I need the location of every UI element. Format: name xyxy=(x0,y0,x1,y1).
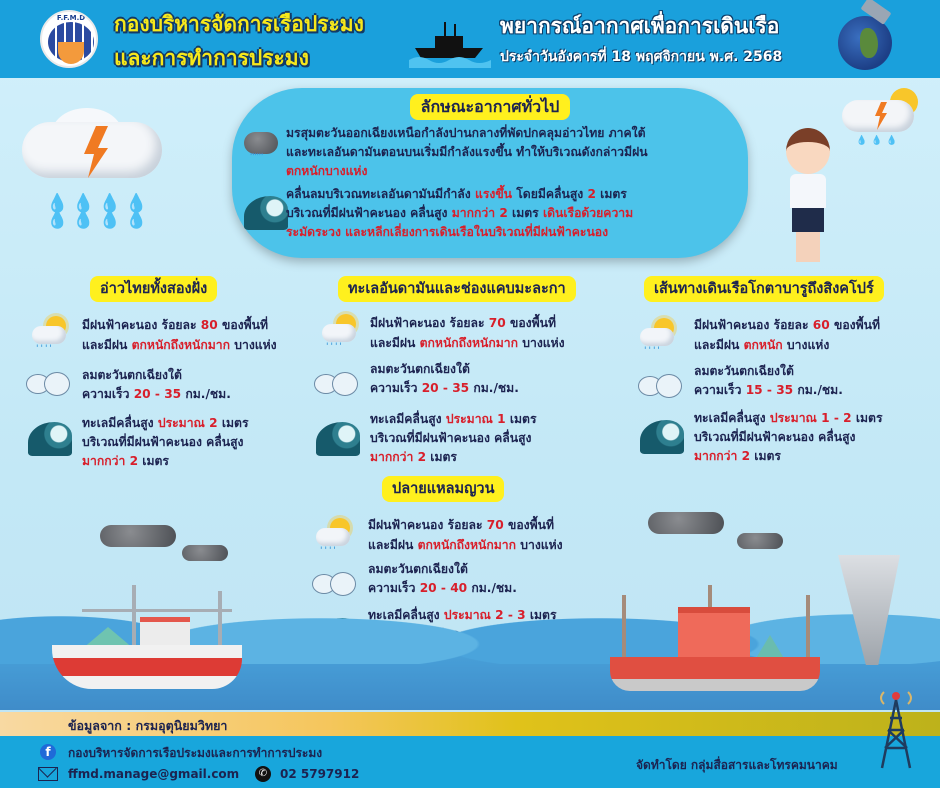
sun-rain-cloud-icon: '''' xyxy=(314,516,358,558)
rain-line1: มีฝนฟ้าคะนอง ร้อยละ 70 ของพื้นที่ xyxy=(370,316,557,330)
storm-cloud-small-icon: '''''' xyxy=(244,132,278,162)
wind-line2: ความเร็ว 20 - 35 กม./ชม. xyxy=(82,387,231,401)
rain-line2: และมีฝน ตกหนัก บางแห่ง xyxy=(694,338,830,352)
ffmd-logo xyxy=(40,10,98,68)
earth-globe-icon xyxy=(838,16,892,70)
wave-icon xyxy=(28,422,72,456)
thunderstorm-cloud-icon xyxy=(22,108,162,188)
fishing-boat-right xyxy=(610,595,820,705)
dark-storm-cloud-icon xyxy=(100,525,176,547)
logo-text: F.F.M.D xyxy=(56,14,86,22)
sun-rain-cloud-icon: '''' xyxy=(30,314,74,356)
wind-line1: ลมตะวันตกเฉียงใต้ xyxy=(370,362,470,376)
dark-storm-cloud-icon xyxy=(737,533,783,549)
header xyxy=(0,0,940,78)
email-icon xyxy=(38,767,58,781)
forecast-date: ประจำวันอังคารที่ 18 พฤศจิกายน พ.ศ. 2568 xyxy=(500,49,783,65)
facebook-page-link[interactable]: กองบริหารจัดการเรือประมงและการทำการประมง xyxy=(68,746,323,760)
region-title: ทะเลอันดามันและช่องแคบมะละกา xyxy=(338,276,576,302)
email-link[interactable]: ffmd.manage@gmail.com xyxy=(68,767,240,781)
wave-icon xyxy=(244,196,288,230)
data-source: ข้อมูลจาก : กรมอุตุนิยมวิทยา xyxy=(68,718,228,733)
general-monsoon-text: มรสุมตะวันออกเฉียงเหนือกำลังปานกลางที่พัดปกคลุมอ่าวไทย ภาคใต้ และทะเลอันดามันตอนบนเริ่มมีกำลังแรงขึ้น ทำให้บริเวณดังกล่าวมีฝน ตกหนักบางแห่ง xyxy=(286,126,648,178)
rain-line2: และมีฝน ตกหนักถึงหนักมาก บางแห่ง xyxy=(370,336,565,350)
region-title: เส้นทางเดินเรือโกตาบารูถึงสิงคโปร์ xyxy=(644,276,884,302)
rain-drops-icon: 💧💧💧💧 💧💧💧💧 xyxy=(46,193,152,230)
wind-line2: ความเร็ว 20 - 40 กม./ชม. xyxy=(368,581,517,595)
general-weather-title: ลักษณะอากาศทั่วไป xyxy=(410,94,570,120)
general-wave-text: คลื่นลมบริเวณทะเลอันดามันมีกำลัง แรงขึ้น โดยมีคลื่นสูง 2 เมตร บริเวณที่มีฝนฟ้าคะนอง คลื่นสูง มากกว่า 2 เมตร เดินเรือด้วยความ ระมัดระวง และหลีกเลี่ยงการเดินเรือในบริเวณที่มีฝนฟ้าคะนอง xyxy=(286,187,634,239)
region-kotabharu-singapore xyxy=(620,276,940,463)
phone-icon: ✆ xyxy=(255,766,271,782)
radio-tower-icon xyxy=(876,690,916,770)
rain-line1: มีฝนฟ้าคะนอง ร้อยละ 60 ของพื้นที่ xyxy=(694,318,881,332)
org-name-line2: และการทำการประมง xyxy=(114,46,309,70)
wave-line2: บริเวณที่มีฝนฟ้าคะนอง คลื่นสูง xyxy=(370,431,532,445)
wave-line1: ทะเลมีคลื่นสูง ประมาณ 2 เมตร xyxy=(82,416,249,430)
region-andaman-malacca xyxy=(300,276,620,464)
source-bar xyxy=(0,712,940,736)
patrol-boat-icon xyxy=(405,18,495,68)
dark-storm-cloud-icon xyxy=(182,545,228,561)
wave-line2: บริเวณที่มีฝนฟ้าคะนอง คลื่นสูง xyxy=(82,435,244,449)
wind-cloud-icon xyxy=(26,370,72,400)
wave-line3: มากกว่า 2 เมตร xyxy=(370,450,457,464)
general-weather-panel xyxy=(232,88,748,258)
presenter-character xyxy=(778,128,838,268)
wind-line1: ลมตะวันตกเฉียงใต้ xyxy=(368,562,468,576)
wind-cloud-icon xyxy=(314,370,360,400)
dark-storm-cloud-icon xyxy=(648,512,724,534)
region-title: ปลายแหลมญวน xyxy=(382,476,504,502)
sun-rain-cloud-icon: '''' xyxy=(638,316,682,358)
wave-line2: บริเวณที่มีฝนฟ้าคะนอง คลื่นสูง xyxy=(694,430,856,444)
rain-line2: และมีฝน ตกหนักถึงหนักมาก บางแห่ง xyxy=(368,538,563,552)
wind-line1: ลมตะวันตกเฉียงใต้ xyxy=(694,364,794,378)
wave-icon xyxy=(316,422,360,456)
wave-icon xyxy=(640,420,684,454)
wave-line3: มากกว่า 2 เมตร xyxy=(82,454,169,468)
forecast-title: พยากรณ์อากาศเพื่อการเดินเรือ xyxy=(500,14,780,38)
logo-ship-icon xyxy=(58,42,84,64)
wave-line3: มากกว่า 2 เมตร xyxy=(694,449,781,463)
sun-thunderstorm-icon: 💧💧💧 xyxy=(842,88,928,158)
wind-line2: ความเร็ว 20 - 35 กม./ชม. xyxy=(370,381,519,395)
wind-cloud-icon xyxy=(638,372,684,402)
wind-line1: ลมตะวันตกเฉียงใต้ xyxy=(82,368,182,382)
wind-line2: ความเร็ว 15 - 35 กม./ชม. xyxy=(694,383,843,397)
rain-line1: มีฝนฟ้าคะนอง ร้อยละ 80 ของพื้นที่ xyxy=(82,318,269,332)
wave-line1: ทะเลมีคลื่นสูง ประมาณ 1 - 2 เมตร xyxy=(694,411,883,425)
rain-line1: มีฝนฟ้าคะนอง ร้อยละ 70 ของพื้นที่ xyxy=(368,518,555,532)
footer xyxy=(0,736,940,788)
wave-line1: ทะเลมีคลื่นสูง ประมาณ 1 เมตร xyxy=(370,412,537,426)
wind-cloud-icon xyxy=(312,570,358,600)
region-title: อ่าวไทยทั้งสองฝั่ง xyxy=(90,276,217,302)
sun-rain-cloud-icon: '''' xyxy=(320,312,364,354)
producer-credit: จัดทำโดย กลุ่มสื่อสารและโทรคมนาคม xyxy=(636,758,838,772)
phone-number[interactable]: 02 5797912 xyxy=(280,767,360,781)
org-name-line1: กองบริหารจัดการเรือประมง xyxy=(114,12,364,36)
facebook-icon: f xyxy=(40,744,56,760)
region-gulf-of-thailand xyxy=(0,276,320,468)
rain-line2: และมีฝน ตกหนักถึงหนักมาก บางแห่ง xyxy=(82,338,277,352)
fishing-boat-left xyxy=(52,585,242,695)
